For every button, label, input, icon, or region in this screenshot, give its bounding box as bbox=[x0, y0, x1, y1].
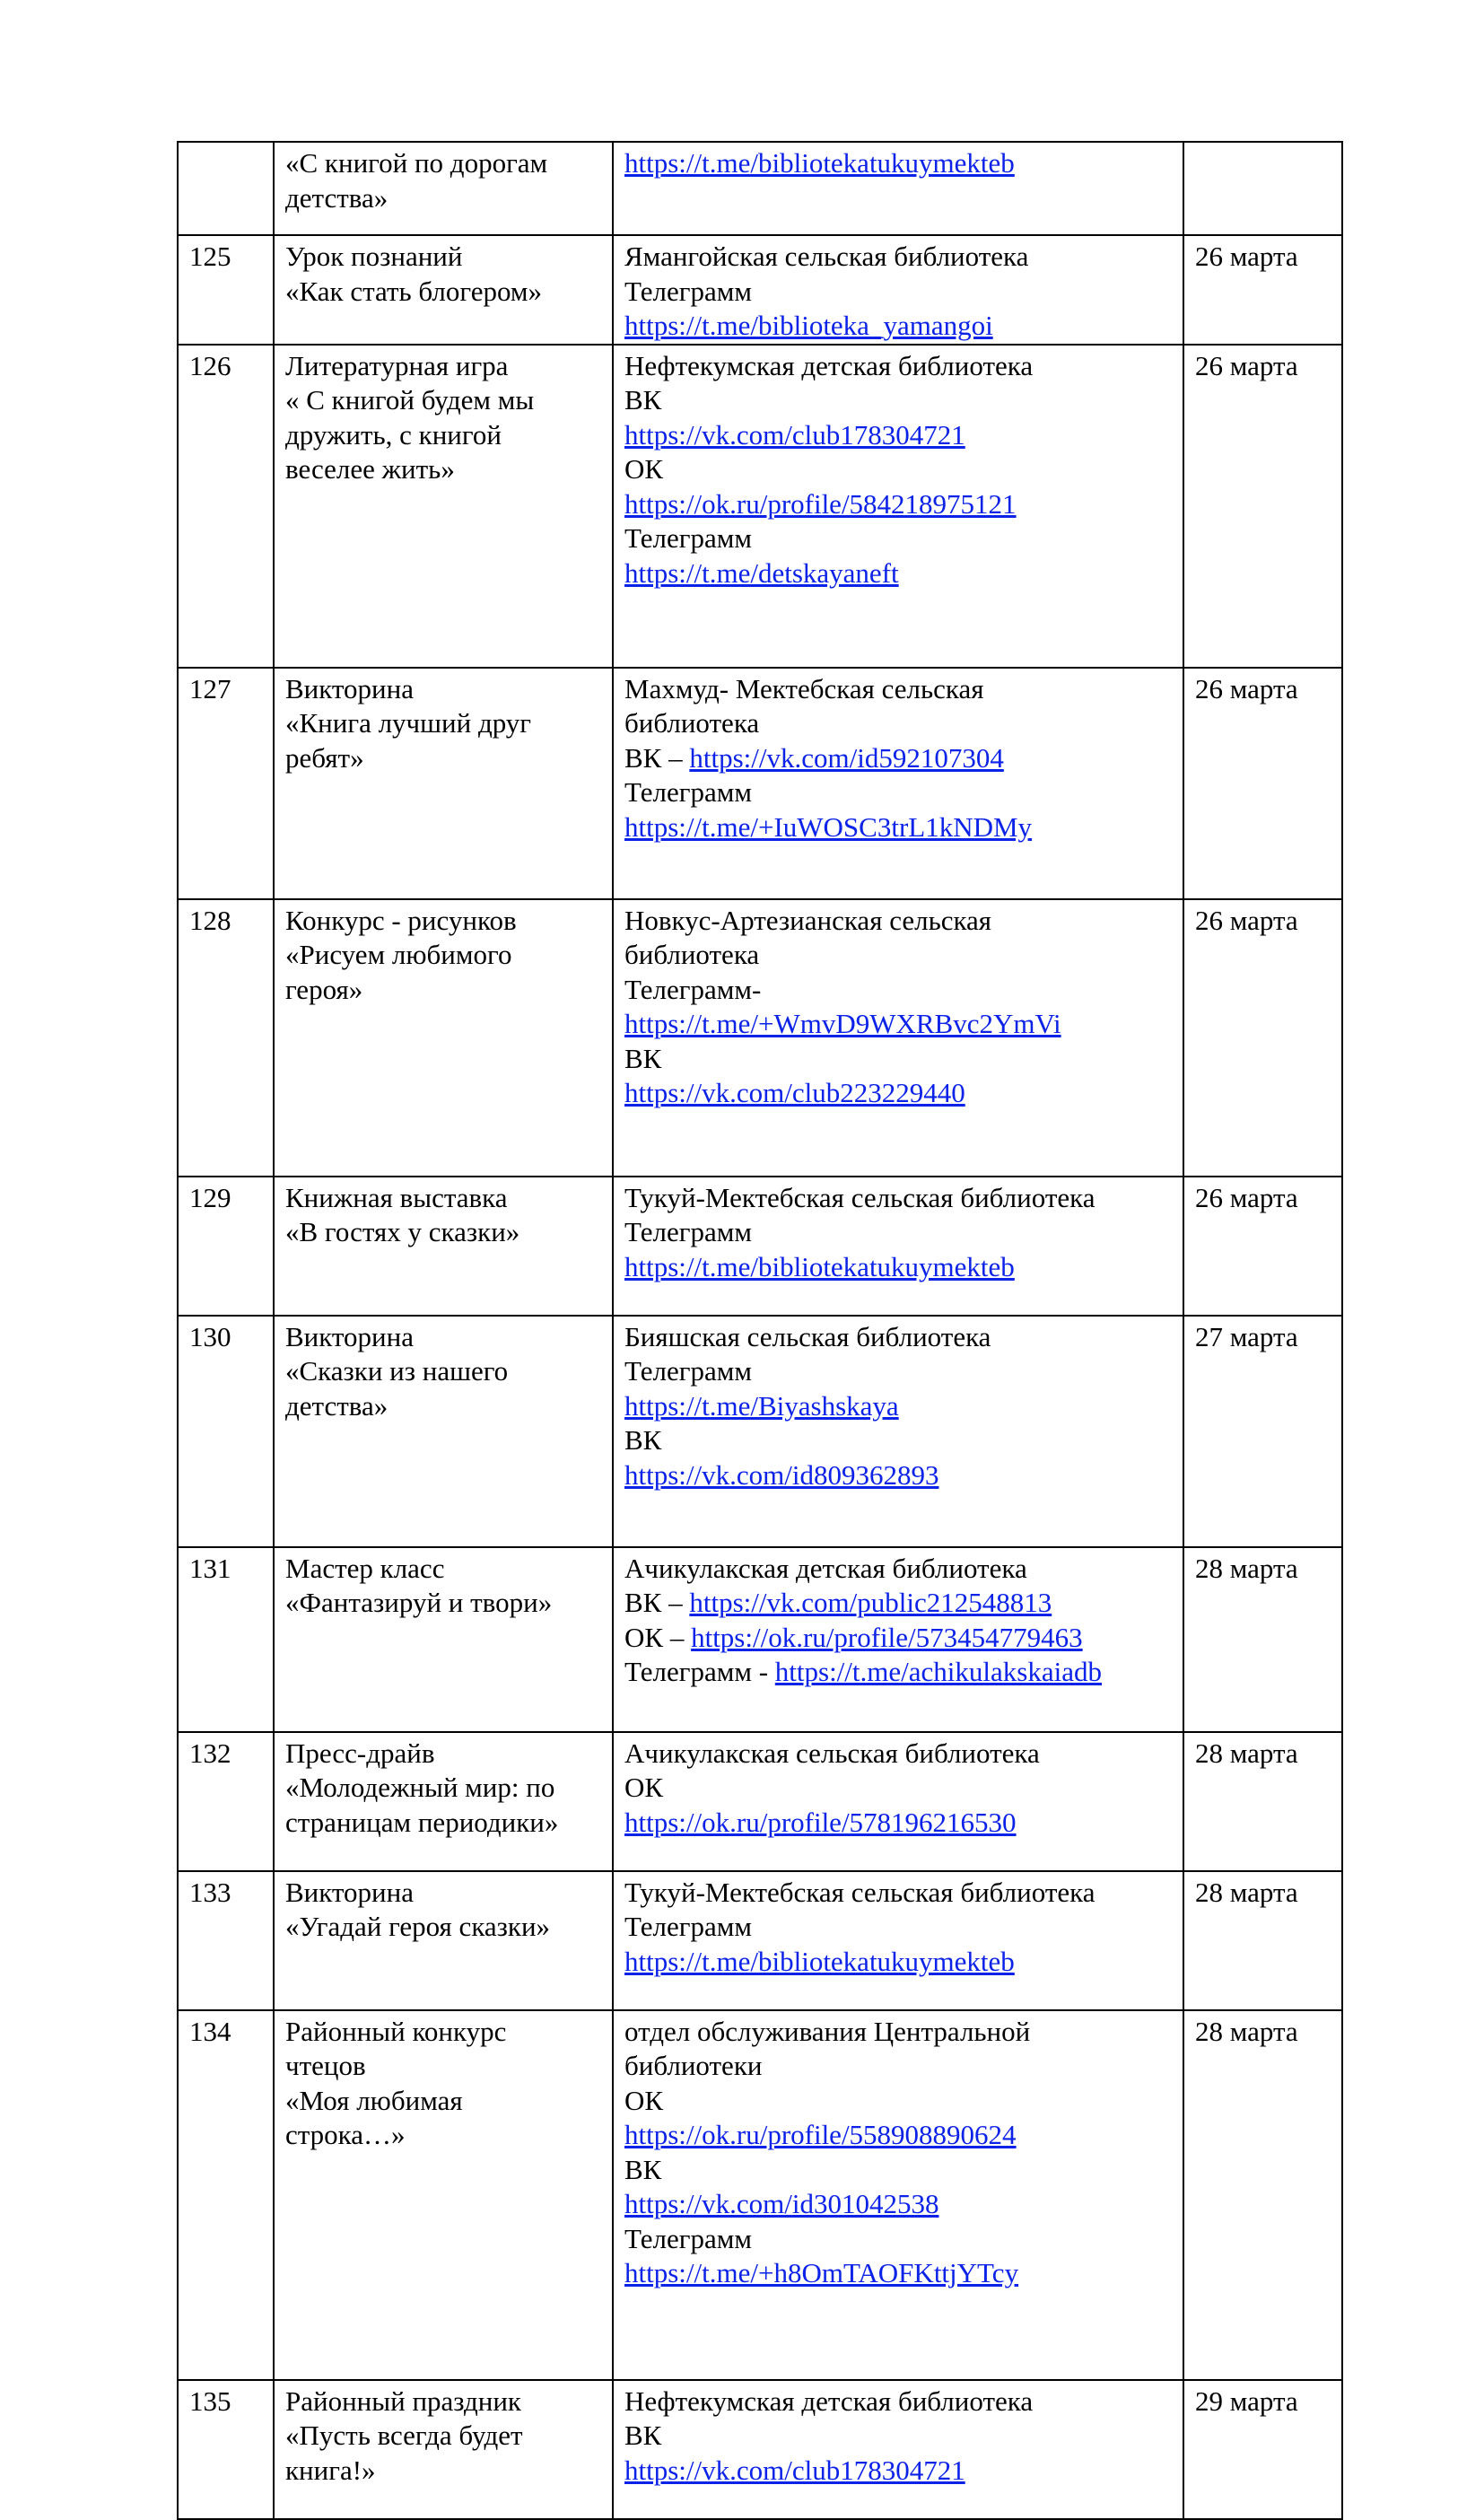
event-date-cell bbox=[1183, 1871, 1342, 2010]
platform-link[interactable]: https://ok.ru/profile/584218975121 bbox=[624, 487, 1017, 520]
event-date: 26 марта bbox=[1195, 672, 1298, 704]
event-title-cell bbox=[274, 2010, 613, 2380]
event-title-line: строка…» bbox=[285, 2119, 406, 2150]
event-date-cell bbox=[1183, 235, 1342, 345]
event-title-cell bbox=[274, 1177, 613, 1316]
platform-label: Ямангойская сельская библиотека bbox=[624, 241, 1029, 272]
event-title-cell bbox=[274, 668, 613, 899]
library-platform-line bbox=[624, 1586, 1172, 1621]
event-title-line: ребят» bbox=[285, 741, 364, 774]
library-platform-line bbox=[624, 240, 1172, 275]
event-title-cell bbox=[274, 1871, 613, 2010]
event-title-line: «Книга лучший друг bbox=[285, 707, 532, 739]
event-date: 26 марта bbox=[1195, 1181, 1298, 1213]
library-platform-line bbox=[624, 1621, 1172, 1656]
platform-label: Нефтекумская детская библиотека bbox=[624, 349, 1034, 381]
library-platform-line bbox=[624, 383, 1172, 418]
platform-link[interactable]: https://vk.com/public212548813 bbox=[689, 1587, 1052, 1618]
platform-link[interactable]: https://t.me/bibliotekatukuymekteb bbox=[624, 1945, 1015, 1977]
library-platform-line bbox=[624, 741, 1172, 776]
event-title-line: Конкурс - рисунков bbox=[285, 904, 517, 936]
row-number-cell bbox=[178, 1871, 274, 2010]
event-title-line: «Рисуем любимого bbox=[285, 939, 512, 970]
row-number: 133 bbox=[189, 1876, 231, 1908]
platform-label: библиотеки bbox=[624, 2050, 763, 2081]
platform-label: Телеграмм bbox=[624, 1216, 752, 1247]
row-number: 128 bbox=[189, 904, 231, 936]
table-row bbox=[178, 668, 1342, 899]
row-number: 130 bbox=[189, 1320, 231, 1352]
row-number-cell bbox=[178, 235, 274, 345]
library-platform-cell bbox=[613, 2380, 1183, 2519]
row-number-cell bbox=[178, 2380, 274, 2519]
event-title-line: «В гостях у сказки» bbox=[285, 1216, 520, 1247]
event-date-cell bbox=[1183, 1316, 1342, 1547]
table-row bbox=[178, 1871, 1342, 2010]
event-date: 26 марта bbox=[1195, 241, 1298, 272]
events-table bbox=[177, 141, 1343, 2520]
event-date-cell bbox=[1183, 1732, 1342, 1871]
library-platform-line bbox=[624, 706, 1172, 741]
library-platform-line bbox=[624, 938, 1172, 973]
event-date: 26 марта bbox=[1195, 904, 1298, 936]
event-title-line: веселее жить» bbox=[285, 453, 455, 485]
row-number-cell bbox=[178, 345, 274, 668]
platform-link[interactable]: https://t.me/detskayaneft bbox=[624, 556, 899, 589]
library-platform-line bbox=[624, 1945, 1172, 1980]
library-platform-line bbox=[624, 2187, 1172, 2222]
platform-label: Новкус-Артезианская сельская bbox=[624, 904, 992, 936]
platform-link[interactable]: https://ok.ru/profile/578196216530 bbox=[624, 1806, 1017, 1838]
library-platform-line bbox=[624, 2049, 1172, 2084]
platform-label: ОК – bbox=[624, 1621, 692, 1653]
library-platform-line bbox=[624, 556, 1172, 591]
event-title-line: Мастер класс bbox=[285, 1552, 445, 1584]
event-date: 27 марта bbox=[1195, 1320, 1298, 1352]
library-platform-cell bbox=[613, 1732, 1183, 1871]
platform-label: Тукуй-Мектебская сельская библиотека bbox=[624, 1876, 1096, 1908]
library-platform-line bbox=[624, 810, 1172, 845]
library-platform-line bbox=[624, 1215, 1172, 1250]
row-number-cell bbox=[178, 1177, 274, 1316]
platform-link[interactable]: https://vk.com/id301042538 bbox=[624, 2188, 939, 2219]
event-date: 28 марта bbox=[1195, 1876, 1298, 1908]
row-number: 131 bbox=[189, 1552, 231, 1584]
event-title-line: «Моя любимая bbox=[285, 2084, 463, 2116]
platform-link[interactable]: https://ok.ru/profile/573454779463 bbox=[691, 1621, 1083, 1653]
library-platform-line bbox=[624, 418, 1172, 453]
library-platform-line bbox=[624, 1458, 1172, 1493]
row-number-cell bbox=[178, 668, 274, 899]
library-platform-line bbox=[624, 2384, 1172, 2419]
row-number: 135 bbox=[189, 2384, 231, 2417]
platform-label: Ачикулакская детская библиотека bbox=[624, 1552, 1027, 1584]
event-title-line: « С книгой будем мы bbox=[285, 384, 535, 416]
event-title-line: Районный конкурс bbox=[285, 2015, 507, 2047]
row-number: 127 bbox=[189, 672, 231, 704]
platform-label: библиотека bbox=[624, 707, 760, 739]
library-platform-line bbox=[624, 1007, 1172, 1042]
platform-label: Телеграмм bbox=[624, 275, 752, 307]
table-row bbox=[178, 2010, 1342, 2380]
row-number-cell bbox=[178, 1732, 274, 1871]
library-platform-line bbox=[624, 904, 1172, 939]
row-number-cell bbox=[178, 899, 274, 1177]
event-date: 28 марта bbox=[1195, 1737, 1298, 1769]
event-date-cell bbox=[1183, 1177, 1342, 1316]
platform-label: Телеграмм bbox=[624, 522, 752, 554]
event-date: 29 марта bbox=[1195, 2384, 1298, 2417]
event-title-line: чтецов bbox=[285, 2050, 366, 2081]
row-number: 132 bbox=[189, 1737, 231, 1769]
row-number-cell bbox=[178, 1316, 274, 1547]
platform-link[interactable]: https://t.me/bibliotekatukuymekteb bbox=[624, 1250, 1015, 1282]
library-platform-line bbox=[624, 1910, 1172, 1945]
library-platform-line bbox=[624, 146, 1172, 181]
library-platform-cell bbox=[613, 1316, 1183, 1547]
event-title-line: «Сказки из нашего bbox=[285, 1355, 509, 1387]
library-platform-line bbox=[624, 487, 1172, 522]
event-title-cell bbox=[274, 899, 613, 1177]
row-number-cell bbox=[178, 142, 274, 235]
platform-link[interactable]: https://vk.com/id809362893 bbox=[624, 1458, 939, 1491]
library-platform-line bbox=[624, 1552, 1172, 1587]
library-platform-line bbox=[624, 1320, 1172, 1355]
library-platform-line bbox=[624, 521, 1172, 556]
table-row bbox=[178, 1732, 1342, 1871]
event-date-cell bbox=[1183, 2380, 1342, 2519]
platform-label: Телеграмм- bbox=[624, 973, 762, 1005]
event-title-line: «Фантазируй и твори» bbox=[285, 1587, 553, 1618]
library-platform-cell bbox=[613, 2010, 1183, 2380]
platform-link[interactable]: https://vk.com/club223229440 bbox=[624, 1077, 965, 1108]
event-title-line: страницам периодики» bbox=[285, 1806, 559, 1838]
platform-link[interactable]: https://t.me/+h8OmTAOFKttjYTcy bbox=[624, 2257, 1019, 2288]
library-platform-line bbox=[624, 2256, 1172, 2291]
library-platform-cell bbox=[613, 1871, 1183, 2010]
library-platform-cell bbox=[613, 345, 1183, 668]
event-title-line: героя» bbox=[285, 973, 363, 1005]
library-platform-line bbox=[624, 2153, 1172, 2188]
event-date-cell bbox=[1183, 899, 1342, 1177]
platform-label: ОК bbox=[624, 453, 664, 485]
table-row bbox=[178, 1316, 1342, 1547]
library-platform-line bbox=[624, 1389, 1172, 1424]
row-number: 125 bbox=[189, 241, 231, 272]
platform-label: Нефтекумская детская библиотека bbox=[624, 2384, 1034, 2417]
library-platform-line bbox=[624, 1655, 1172, 1690]
event-date: 28 марта bbox=[1195, 2015, 1298, 2047]
platform-label: библиотека bbox=[624, 939, 760, 970]
platform-label: Тукуй-Мектебская сельская библиотека bbox=[624, 1181, 1096, 1213]
table-row bbox=[178, 899, 1342, 1177]
event-title-line: Викторина bbox=[285, 1320, 414, 1352]
library-platform-line bbox=[624, 2222, 1172, 2257]
event-title-line: дружить, с книгой bbox=[285, 418, 502, 451]
event-date-cell bbox=[1183, 1547, 1342, 1732]
library-platform-line bbox=[624, 452, 1172, 487]
event-title-cell bbox=[274, 345, 613, 668]
event-title-line: «Угадай героя сказки» bbox=[285, 1911, 551, 1942]
row-number-cell bbox=[178, 1547, 274, 1732]
library-platform-line bbox=[624, 1806, 1172, 1841]
event-title-line: «Молодежный мир: по bbox=[285, 1772, 555, 1803]
library-platform-line bbox=[624, 1423, 1172, 1458]
event-date-cell bbox=[1183, 142, 1342, 235]
library-platform-cell bbox=[613, 235, 1183, 345]
row-number: 134 bbox=[189, 2015, 231, 2047]
platform-link[interactable]: https://t.me/bibliotekatukuymekteb bbox=[624, 147, 1015, 179]
library-platform-line bbox=[624, 973, 1172, 1008]
platform-label: Телеграмм - bbox=[624, 1656, 775, 1687]
library-platform-line bbox=[624, 275, 1172, 310]
event-date: 28 марта bbox=[1195, 1552, 1298, 1584]
event-title-line: «Пусть всегда будет bbox=[285, 2419, 523, 2451]
table-row bbox=[178, 1547, 1342, 1732]
event-title-cell bbox=[274, 2380, 613, 2519]
library-platform-line bbox=[624, 1181, 1172, 1216]
platform-label: ОК bbox=[624, 2084, 664, 2116]
platform-link[interactable]: https://t.me/Biyashskaya bbox=[624, 1389, 899, 1422]
row-number: 129 bbox=[189, 1181, 231, 1213]
library-platform-line bbox=[624, 672, 1172, 707]
platform-label: ВК bbox=[624, 2153, 662, 2185]
platform-label: Ачикулакская сельская библиотека bbox=[624, 1737, 1040, 1769]
platform-link[interactable]: https://t.me/+WmvD9WXRBvc2YmVi bbox=[624, 1008, 1061, 1039]
event-title-line: Районный праздник bbox=[285, 2384, 521, 2417]
library-platform-cell bbox=[613, 1547, 1183, 1732]
platform-label: Телеграмм bbox=[624, 776, 752, 808]
platform-label: ВК bbox=[624, 1424, 662, 1456]
platform-label: Махмуд- Мектебская сельская bbox=[624, 672, 984, 704]
event-title-line: книга!» bbox=[285, 2454, 376, 2486]
platform-label: Телеграмм bbox=[624, 1355, 752, 1387]
library-platform-cell bbox=[613, 142, 1183, 235]
row-number-cell bbox=[178, 2010, 274, 2380]
event-title-cell bbox=[274, 1316, 613, 1547]
library-platform-line bbox=[624, 1876, 1172, 1911]
event-title-line: «Как стать блогером» bbox=[285, 275, 542, 307]
library-platform-line bbox=[624, 775, 1172, 810]
library-platform-line bbox=[624, 1771, 1172, 1806]
platform-label: ВК – bbox=[624, 741, 690, 774]
table-row bbox=[178, 1177, 1342, 1316]
library-platform-line bbox=[624, 2015, 1172, 2050]
library-platform-cell bbox=[613, 1177, 1183, 1316]
event-title-line: Литературная игра bbox=[285, 349, 509, 381]
library-platform-cell bbox=[613, 668, 1183, 899]
event-date-cell bbox=[1183, 668, 1342, 899]
platform-label: Бияшская сельская библиотека bbox=[624, 1320, 991, 1352]
platform-link[interactable]: https://vk.com/id592107304 bbox=[689, 741, 1004, 774]
event-title-line: детства» bbox=[285, 1389, 388, 1422]
platform-label: ОК bbox=[624, 1772, 664, 1803]
library-platform-line bbox=[624, 1250, 1172, 1285]
library-platform-line bbox=[624, 309, 1172, 344]
event-title-line: детства» bbox=[285, 181, 388, 214]
platform-label: Телеграмм bbox=[624, 2222, 752, 2254]
event-date-cell bbox=[1183, 345, 1342, 668]
platform-link[interactable]: https://ok.ru/profile/558908890624 bbox=[624, 2119, 1017, 2150]
platform-link[interactable]: https://t.me/+IuWOSC3trL1kNDMy bbox=[624, 810, 1033, 843]
event-title-line: «С книгой по дорогам bbox=[285, 147, 548, 179]
platform-link[interactable]: https://vk.com/club178304721 bbox=[624, 418, 965, 451]
platform-link[interactable]: https://t.me/achikulakskaiadb bbox=[774, 1656, 1102, 1687]
event-title-line: Урок познаний bbox=[285, 241, 463, 272]
platform-label: ВК bbox=[624, 2419, 662, 2451]
library-platform-cell bbox=[613, 899, 1183, 1177]
table-row bbox=[178, 2380, 1342, 2519]
event-title-cell bbox=[274, 142, 613, 235]
table-row bbox=[178, 345, 1342, 668]
platform-label: ВК bbox=[624, 1042, 662, 1074]
event-title-cell bbox=[274, 1732, 613, 1871]
events-table-body bbox=[178, 142, 1342, 2519]
event-title-line: Пресс-драйв bbox=[285, 1737, 435, 1769]
library-platform-line bbox=[624, 349, 1172, 384]
event-title-cell bbox=[274, 1547, 613, 1732]
event-title-line: Книжная выставка bbox=[285, 1181, 508, 1213]
platform-label: ВК – bbox=[624, 1587, 690, 1618]
library-platform-line bbox=[624, 1354, 1172, 1389]
event-date-cell bbox=[1183, 2010, 1342, 2380]
library-platform-line bbox=[624, 2419, 1172, 2454]
library-platform-line bbox=[624, 2084, 1172, 2119]
library-platform-line bbox=[624, 1737, 1172, 1772]
event-date: 26 марта bbox=[1195, 349, 1298, 381]
event-title-line: Викторина bbox=[285, 672, 414, 704]
platform-label: отдел обслуживания Центральной bbox=[624, 2015, 1031, 2047]
platform-link[interactable]: https://t.me/biblioteka_yamangoi bbox=[624, 310, 993, 341]
library-platform-line bbox=[624, 2118, 1172, 2153]
event-title-cell bbox=[274, 235, 613, 345]
table-row bbox=[178, 142, 1342, 235]
library-platform-line bbox=[624, 1076, 1172, 1111]
platform-label: ВК bbox=[624, 384, 662, 416]
row-number: 126 bbox=[189, 349, 231, 381]
table-row bbox=[178, 235, 1342, 345]
platform-link[interactable]: https://vk.com/club178304721 bbox=[624, 2454, 965, 2486]
event-title-line: Викторина bbox=[285, 1876, 414, 1908]
library-platform-line bbox=[624, 1042, 1172, 1077]
platform-label: Телеграмм bbox=[624, 1911, 752, 1942]
library-platform-line bbox=[624, 2454, 1172, 2489]
